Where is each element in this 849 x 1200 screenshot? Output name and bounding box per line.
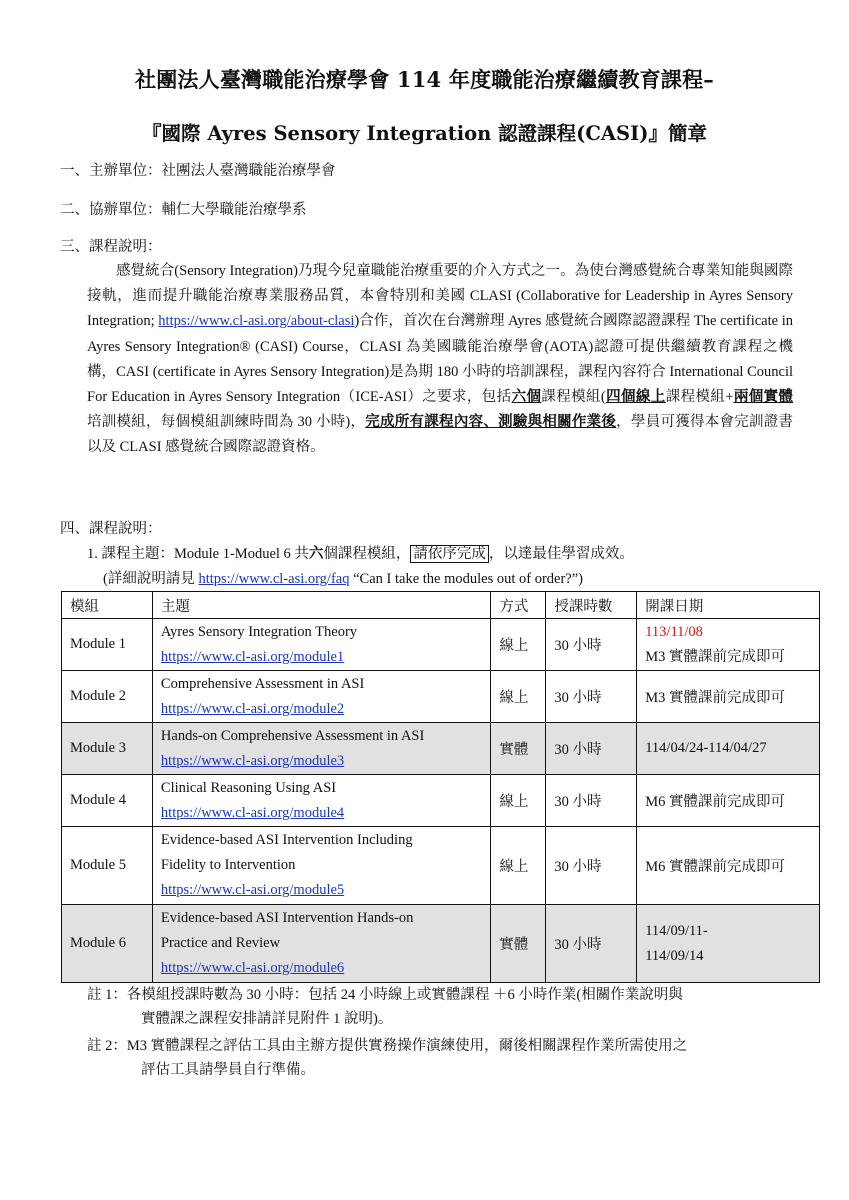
organizer: 一、主辦單位：社團法人臺灣職能治療學會 bbox=[60, 163, 336, 179]
title-line-2: 『國際 Ayres Sensory Integration 認證課程(CASI)』簡章 bbox=[142, 122, 707, 145]
faq-note: (詳細說明請見 https://www.cl-asi.org/faq “Can I take the modules out of order?”) bbox=[103, 571, 584, 587]
header-date: 開課日期 bbox=[637, 592, 820, 619]
section-3-heading: 三、課程說明： bbox=[60, 239, 162, 255]
table-row: Module 3 Hands-on Comprehensive Assessment in ASI https://www.cl-asi.org/module3 實體 30 小時 114/04/24-114/04/27 bbox=[62, 723, 820, 775]
course-description: 感覺統合(Sensory Integration)乃現今兒童職能治療重要的介入方式之一。為使台灣感覺統合專業知能與國際接軌，進而提升職能治療專業服務品質，本會特別和美國 CLASI (Collaborative for Leadership in Ayres Sensory Integration; https://www.cl-asi.org/about-clasi)合作，首次在台灣辦理 Ayres 感覺統合國際認證課程 The certificate in Ayres Sensory Integration® (CASI) Course，CLASI 為美國職能治療學會(AOTA)認證可提供繼續教育課程之機構，CASI (certificate in Ayres Sensory Integration)是為期 180 小時的培訓課程，課程內容符合 International Council For Education in Ayres Sensory Integration（ICE-ASI）之要求，包括六個課程模組(四個線上課程模組+兩個實體培訓模組，每個模組訓練時間為 30 小時)，完成所有課程內容、測驗與相關作業後，學員可獲得本會完訓證書以及 CLASI 感覺統合國際認證資格。 bbox=[87, 263, 794, 456]
module-link[interactable]: https://www.cl-asi.org/module6 bbox=[160, 960, 345, 976]
table-row: Module 5 Evidence-based ASI Intervention Including Fidelity to Intervention https://www.cl-asi.org/module5 線上 30 小時 M6 實體課前完成即可 bbox=[62, 827, 820, 905]
note-2: 註 2：M3 實體課程之評估工具由主辦方提供實務操作演練使用，爾後相關課程作業所需使用之 評估工具請學員自行準備。 bbox=[87, 1038, 688, 1078]
section-4-heading: 四、課程說明： bbox=[60, 521, 162, 537]
faq-link[interactable]: https://www.cl-asi.org/faq bbox=[198, 571, 350, 587]
table-row: Module 6 Evidence-based ASI Intervention Hands-on Practice and Review https://www.cl-asi.org/module6 實體 30 小時 114/09/11- 114/09/14 bbox=[62, 905, 820, 983]
in-order-notice: 請依序完成 bbox=[410, 545, 489, 563]
title-line-1: 社團法人臺灣職能治療學會 114 年度職能治療繼續教育課程– bbox=[135, 67, 714, 92]
header-module: 模組 bbox=[62, 592, 153, 619]
table-header-row bbox=[62, 592, 820, 619]
table-row: Module 2 Comprehensive Assessment in ASI https://www.cl-asi.org/module2 線上 30 小時 M3 實體課前完成即可 bbox=[62, 671, 820, 723]
header-topic: 主題 bbox=[152, 592, 490, 619]
about-clasi-link[interactable]: https://www.cl-asi.org/about-clasi bbox=[158, 313, 355, 330]
table-row: Module 1 Ayres Sensory Integration Theory https://www.cl-asi.org/module1 線上 30 小時 113/11/08 M3 實體課前完成即可 bbox=[62, 619, 820, 671]
module-link[interactable]: https://www.cl-asi.org/module5 bbox=[160, 882, 345, 898]
module-link[interactable]: https://www.cl-asi.org/module3 bbox=[160, 752, 345, 769]
course-topic-item: 1. 課程主題：Module 1-Moduel 6 共六個課程模組， 請依序完成 ，以達最佳學習成效。 bbox=[87, 546, 634, 562]
module-link[interactable]: https://www.cl-asi.org/module2 bbox=[160, 700, 345, 717]
header-hours: 授課時數 bbox=[546, 592, 637, 619]
note-1: 註 1：各模組授課時數為 30 小時：包括 24 小時線上或實體課程 ＋6 小時作業(相關作業說明與 實體課之課程安排請詳見附件 1 說明)。 bbox=[87, 987, 683, 1027]
table-row: Module 4 Clinical Reasoning Using ASI https://www.cl-asi.org/module4 線上 30 小時 M6 實體課前完成即可 bbox=[62, 775, 820, 827]
module-link[interactable]: https://www.cl-asi.org/module1 bbox=[160, 648, 345, 665]
module-table bbox=[61, 591, 820, 983]
header-mode: 方式 bbox=[491, 592, 546, 619]
module-link[interactable]: https://www.cl-asi.org/module4 bbox=[160, 804, 345, 821]
co-organizer: 二、協辦單位：輔仁大學職能治療學系 bbox=[60, 202, 307, 218]
